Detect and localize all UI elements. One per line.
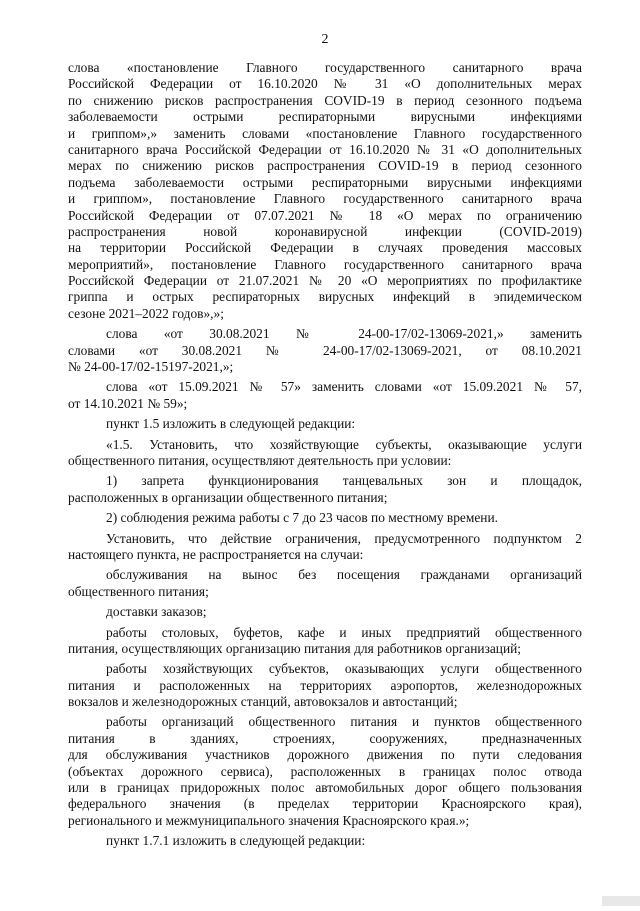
- text-line: питания и расположенных на территориях аэропортов, железнодорожных: [68, 677, 582, 693]
- text-line: от 14.10.2021 № 59»;: [68, 395, 188, 411]
- text-line: распространения новой коронавирусной инфекции (COVID-2019): [68, 223, 582, 239]
- text-line: и гриппом», постановление Главного государственного санитарного врача: [68, 191, 582, 207]
- text-line: гриппа и острых респираторных вирусных инфекций в эпидемическом: [68, 289, 582, 305]
- text-line: подъема заболеваемости острыми респираторными вирусными инфекциями: [68, 174, 582, 190]
- text-line: общественного питания;: [68, 583, 209, 599]
- text-line: и гриппом»,» заменить словами «постановление Главного государственного: [68, 125, 582, 141]
- text-line: питания в зданиях, строениях, сооружениях, предназначенных: [68, 730, 582, 746]
- text-line: Российской Федерации от 16.10.2020 № 31 «О дополнительных мерах: [68, 76, 582, 92]
- page-number: 2: [321, 32, 329, 47]
- document-body: [68, 60, 582, 850]
- text-line: регионального и межмуниципального значения Красноярского края.»;: [68, 812, 470, 828]
- text-line: для обслуживания участников дорожного движения по пути следования: [68, 747, 582, 763]
- text-line: обслуживания на вынос без посещения гражданами организаций: [106, 567, 582, 583]
- text-line: «1.5. Установить, что хозяйствующие субъекты, оказывающие услуги: [106, 436, 582, 452]
- text-line: работы хозяйствующих субъектов, оказывающих услуги общественного: [106, 661, 582, 677]
- text-line: вокзалов и железнодорожных станций, автовокзалов и автостанций;: [68, 694, 458, 710]
- text-line: слова «постановление Главного государственного санитарного врача: [68, 60, 582, 75]
- text-line: 1) запрета функционирования танцевальных зон и площадок,: [106, 473, 582, 489]
- paragraph: [68, 416, 582, 432]
- text-line: 2) соблюдения режима работы с 7 до 23 часов по местному времени.: [106, 510, 498, 526]
- paragraph: [68, 437, 582, 470]
- paragraph: [68, 833, 582, 849]
- paragraph: [68, 714, 582, 829]
- text-line: общественного питания, осуществляют деятельность при условии:: [68, 452, 452, 468]
- text-line: доставки заказов;: [106, 604, 207, 620]
- text-line: словами «от 30.08.2021 № 24-00-17/02-13069-2021, от 08.10.2021: [68, 342, 582, 358]
- paragraph: [68, 661, 582, 710]
- paragraph: [68, 510, 582, 526]
- paragraph: [68, 604, 582, 620]
- text-line: мероприятий», постановление Главного государственного санитарного врача: [68, 256, 582, 272]
- text-line: настоящего пункта, не распространяется на случаи:: [68, 546, 364, 562]
- text-line: питания, осуществляющих организацию питания для работников организаций;: [68, 640, 522, 656]
- text-line: или в границах придорожных полос автомобильных дорог общего пользования: [68, 780, 582, 796]
- paragraph: [68, 326, 582, 375]
- paragraph: [68, 531, 582, 564]
- paragraph: [68, 625, 582, 658]
- text-line: на территории Российской Федерации в случаях проведения массовых: [68, 240, 582, 256]
- text-line: № 24-00-17/02-15197-2021,»;: [68, 359, 234, 375]
- text-line: Российской Федерации от 21.07.2021 № 20 «О мероприятиях по профилактике: [68, 273, 582, 289]
- text-line: слова «от 30.08.2021 № 24-00-17/02-13069-2021,» заменить: [106, 326, 582, 342]
- text-line: работы столовых, буфетов, кафе и иных предприятий общественного: [106, 624, 582, 640]
- paragraph: [68, 567, 582, 600]
- text-line: Российской Федерации от 07.07.2021 № 18 «О мерах по ограничению: [68, 207, 582, 223]
- text-line: мерах по снижению рисков распространения COVID-19 в период сезонного: [68, 158, 582, 174]
- text-line: (объектах дорожного сервиса), расположенных в границах полос отвода: [68, 763, 582, 779]
- scan-edge-mark: [602, 893, 640, 905]
- text-line: пункт 1.5 изложить в следующей редакции:: [106, 416, 356, 432]
- text-line: по снижению рисков распространения COVID-19 в период сезонного подъема: [68, 92, 582, 108]
- text-line: пункт 1.7.1 изложить в следующей редакции:: [106, 833, 366, 849]
- paragraph: [68, 60, 582, 322]
- text-line: работы организаций общественного питания и пунктов общественного: [106, 714, 582, 730]
- text-line: слова «от 15.09.2021 № 57» заменить словами «от 15.09.2021 № 57,: [106, 379, 582, 395]
- text-line: сезоне 2021–2022 годов»,»;: [68, 305, 224, 321]
- text-line: Установить, что действие ограничения, предусмотренного подпунктом 2: [106, 530, 582, 546]
- text-line: заболеваемости острыми респираторными вирусными инфекциями: [68, 109, 582, 125]
- text-line: расположенных в организации общественного питания;: [68, 489, 388, 505]
- text-line: федерального значения (в пределах территории Красноярского края),: [68, 796, 582, 812]
- text-line: санитарного врача Российской Федерации от 16.10.2020 № 31 «О дополнительных: [68, 141, 582, 157]
- paragraph: [68, 379, 582, 412]
- paragraph: [68, 473, 582, 506]
